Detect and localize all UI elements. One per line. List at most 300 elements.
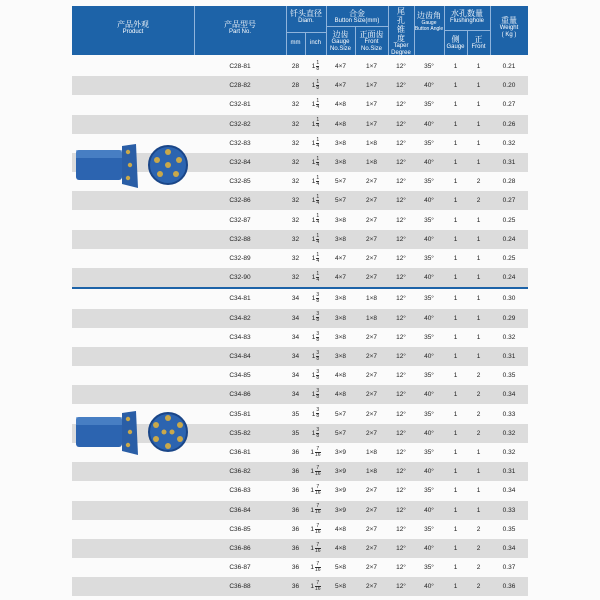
cell-front: 1×8 xyxy=(365,314,378,322)
table-row xyxy=(72,328,528,347)
inch-fraction xyxy=(316,214,319,225)
inch-numerator: 3 xyxy=(316,311,320,318)
cell-part: C32-87 xyxy=(229,216,251,224)
cell-part: C36-86 xyxy=(229,545,251,552)
cell-ff: 2 xyxy=(476,178,481,186)
cell-weight: 0.24 xyxy=(502,274,516,282)
cell-inch xyxy=(305,115,326,134)
cell-weight: 0.25 xyxy=(502,216,516,224)
cell-weight: 0.21 xyxy=(502,63,516,70)
cell-weight: 0.37 xyxy=(502,564,516,572)
inch-whole: 1 xyxy=(310,506,315,514)
cell-taper: 12° xyxy=(396,314,406,322)
cell-taper: 12° xyxy=(396,525,406,533)
cell-inch xyxy=(305,289,326,308)
header-weight-cn: 重量 xyxy=(501,16,517,25)
cell-taper: 12° xyxy=(396,333,406,341)
inch-fraction xyxy=(315,485,321,496)
cell-mm: 32 xyxy=(291,159,300,166)
cell-mm: 36 xyxy=(291,583,300,591)
inch-denominator: 8 xyxy=(316,432,320,439)
cell-ff: 1 xyxy=(476,255,481,262)
cell-front: 2×7 xyxy=(365,197,378,205)
inch-denominator: 16 xyxy=(315,509,321,516)
cell-gauge: 3×8 xyxy=(334,353,347,360)
cell-weight: 0.32 xyxy=(502,449,516,456)
header-front-en2: No.Size xyxy=(360,46,382,52)
inch-fraction xyxy=(316,176,319,187)
cell-part: C32-81 xyxy=(229,101,251,109)
cell-angle: 40° xyxy=(424,274,434,282)
cell-fg: 1 xyxy=(453,429,458,437)
cell-part: C32-88 xyxy=(229,235,251,243)
cell-fg: 1 xyxy=(453,449,458,456)
cell-ff: 1 xyxy=(476,295,481,303)
cell-ff: 1 xyxy=(476,63,481,70)
cell-inch xyxy=(305,230,326,249)
inch-fraction xyxy=(316,138,319,149)
inch-denominator: 8 xyxy=(316,413,320,420)
cell-fg: 1 xyxy=(453,564,458,572)
cell-inch xyxy=(305,347,326,366)
cell-front: 2×7 xyxy=(365,525,378,533)
cell-ff: 1 xyxy=(476,449,481,456)
inch-numerator: 3 xyxy=(316,292,320,299)
cell-weight: 0.35 xyxy=(502,372,516,380)
cell-mm: 34 xyxy=(291,353,300,360)
cell-taper: 12° xyxy=(396,583,406,591)
inch-numerator: 1 xyxy=(316,98,320,105)
inch-denominator: 16 xyxy=(315,470,321,477)
cell-mm: 35 xyxy=(291,429,300,437)
cell-gauge: 5×7 xyxy=(334,178,347,186)
cell-fg: 1 xyxy=(453,353,458,360)
cell-angle: 40° xyxy=(424,429,434,437)
cell-part: C36-84 xyxy=(229,506,251,514)
cell-fg: 1 xyxy=(453,391,458,399)
table-row xyxy=(72,462,528,481)
cell-front: 2×7 xyxy=(365,429,378,437)
inch-numerator: 1 xyxy=(316,194,320,201)
cell-angle: 35° xyxy=(424,410,434,418)
cell-taper: 12° xyxy=(396,139,406,147)
header-fg-cn: 侧 xyxy=(451,35,460,44)
cell-inch xyxy=(305,172,326,191)
cell-ff: 1 xyxy=(476,274,481,282)
cell-front: 1×8 xyxy=(365,468,378,476)
cell-part: C34-86 xyxy=(229,391,251,399)
cell-fg: 1 xyxy=(453,583,458,591)
cell-taper: 12° xyxy=(396,353,406,360)
inch-numerator: 1 xyxy=(316,78,320,85)
header-flush-front xyxy=(467,35,490,51)
inch-numerator: 1 xyxy=(316,270,320,277)
cell-part: C35-82 xyxy=(229,429,251,437)
cell-angle: 35° xyxy=(424,564,434,572)
cell-fg: 1 xyxy=(453,197,458,205)
cell-front: 2×7 xyxy=(365,545,378,552)
cell-inch xyxy=(305,309,326,328)
cell-inch xyxy=(305,424,326,443)
inch-denominator: 16 xyxy=(315,528,321,535)
inch-denominator: 4 xyxy=(316,104,320,111)
cell-front: 2×7 xyxy=(365,178,378,186)
cell-taper: 12° xyxy=(396,295,406,303)
cell-part: C28-81 xyxy=(229,63,251,70)
inch-denominator: 16 xyxy=(315,451,321,458)
cell-mm: 28 xyxy=(291,82,300,90)
cell-mm: 36 xyxy=(291,525,300,533)
header-product-en: Product xyxy=(122,29,144,35)
cell-inch xyxy=(305,405,326,424)
inch-numerator: 1 xyxy=(316,59,320,66)
inch-denominator: 8 xyxy=(316,336,320,343)
inch-whole: 1 xyxy=(310,487,315,495)
header-ff-cn: 正 xyxy=(474,35,483,44)
cell-mm: 36 xyxy=(291,487,300,495)
cell-weight: 0.33 xyxy=(502,506,516,514)
header-product xyxy=(72,20,194,36)
cell-front: 1×8 xyxy=(365,159,378,166)
inch-denominator: 8 xyxy=(316,355,320,362)
cell-gauge: 4×7 xyxy=(334,82,347,90)
cell-mm: 28 xyxy=(291,63,300,70)
cell-mm: 32 xyxy=(291,139,300,147)
header-weight xyxy=(490,16,528,39)
cell-inch xyxy=(305,558,326,577)
inch-fraction xyxy=(316,80,319,91)
cell-weight: 0.32 xyxy=(502,429,516,437)
inch-denominator: 8 xyxy=(316,298,320,305)
cell-mm: 32 xyxy=(291,197,300,205)
header-angle-en: Gauge Button Angle xyxy=(414,20,444,32)
cell-taper: 12° xyxy=(396,391,406,399)
cell-inch xyxy=(305,249,326,268)
cell-weight: 0.31 xyxy=(502,159,516,166)
cell-weight: 0.33 xyxy=(502,410,516,418)
header-flush-gauge xyxy=(444,35,467,51)
cell-ff: 1 xyxy=(476,353,481,360)
cell-weight: 0.31 xyxy=(502,353,516,360)
cell-angle: 35° xyxy=(424,178,434,186)
header-gauge xyxy=(326,30,355,53)
inch-denominator: 8 xyxy=(316,84,320,91)
cell-front: 2×7 xyxy=(365,564,378,572)
inch-denominator: 16 xyxy=(315,586,321,593)
inch-numerator: 7 xyxy=(316,503,320,510)
cell-taper: 12° xyxy=(396,101,406,109)
inch-denominator: 4 xyxy=(316,123,320,130)
cell-angle: 40° xyxy=(424,82,434,90)
header-fg-en: Gauge xyxy=(446,44,465,50)
cell-gauge: 4×8 xyxy=(334,372,347,380)
cell-fg: 1 xyxy=(453,525,458,533)
cell-mm: 32 xyxy=(291,235,300,243)
cell-weight: 0.32 xyxy=(502,333,516,341)
cell-angle: 35° xyxy=(424,101,434,109)
inch-numerator: 7 xyxy=(316,541,320,548)
inch-numerator: 1 xyxy=(316,251,320,258)
cell-gauge: 5×7 xyxy=(334,197,347,205)
inch-whole: 1 xyxy=(310,545,315,552)
inch-numerator: 7 xyxy=(316,522,320,529)
inch-whole: 1 xyxy=(311,197,316,205)
cell-gauge: 4×8 xyxy=(334,120,347,128)
table-row xyxy=(72,366,528,385)
inch-denominator: 16 xyxy=(315,490,321,497)
inch-whole: 1 xyxy=(311,333,316,341)
cell-angle: 35° xyxy=(424,449,434,456)
cell-front: 2×7 xyxy=(365,353,378,360)
inch-denominator: 4 xyxy=(316,257,320,264)
cell-gauge: 3×8 xyxy=(334,139,347,147)
cell-fg: 1 xyxy=(453,295,458,303)
cell-gauge: 3×9 xyxy=(334,506,347,514)
cell-taper: 12° xyxy=(396,468,406,476)
header-taper-cn1: 尾 xyxy=(397,7,405,16)
cell-gauge: 4×7 xyxy=(334,63,347,70)
header-taper-cn4: 度 xyxy=(397,34,405,43)
cell-mm: 36 xyxy=(291,468,300,476)
cell-gauge: 4×8 xyxy=(334,525,347,533)
cell-weight: 0.29 xyxy=(502,314,516,322)
header-angle xyxy=(414,11,444,32)
cell-angle: 35° xyxy=(424,333,434,341)
inch-fraction xyxy=(315,504,321,515)
inch-fraction xyxy=(316,118,319,129)
cell-front: 1×8 xyxy=(365,449,378,456)
cell-mm: 34 xyxy=(291,333,300,341)
cell-mm: 32 xyxy=(291,216,300,224)
cell-gauge: 4×8 xyxy=(334,101,347,109)
cell-inch xyxy=(305,385,326,404)
table-row xyxy=(72,115,528,134)
table-header xyxy=(72,6,528,55)
cell-gauge: 4×7 xyxy=(334,255,347,262)
cell-taper: 12° xyxy=(396,178,406,186)
cell-weight: 0.27 xyxy=(502,101,516,109)
inch-numerator: 7 xyxy=(316,560,320,567)
cell-inch xyxy=(305,501,326,520)
inch-numerator: 1 xyxy=(316,117,320,124)
cell-ff: 1 xyxy=(476,333,481,341)
inch-numerator: 7 xyxy=(316,580,320,587)
inch-denominator: 8 xyxy=(316,394,320,401)
inch-fraction xyxy=(316,389,319,400)
inch-fraction xyxy=(315,524,321,535)
table-row xyxy=(72,347,528,366)
header-taper-cn2: 孔 xyxy=(397,16,405,25)
inch-fraction xyxy=(316,157,319,168)
cell-ff: 1 xyxy=(476,159,481,166)
cell-inch xyxy=(305,520,326,539)
cell-fg: 1 xyxy=(453,235,458,243)
inch-fraction xyxy=(316,408,319,419)
cell-mm: 34 xyxy=(291,295,300,303)
cell-fg: 1 xyxy=(453,63,458,70)
table-row xyxy=(72,481,528,500)
cell-gauge: 3×9 xyxy=(334,468,347,476)
header-gauge-cn: 边齿 xyxy=(332,30,349,39)
table-row xyxy=(72,76,528,95)
inch-denominator: 8 xyxy=(316,374,320,381)
table-row xyxy=(72,385,528,404)
cell-weight: 0.27 xyxy=(502,197,516,205)
inch-denominator: 16 xyxy=(315,566,321,573)
cell-weight: 0.34 xyxy=(502,487,516,495)
inch-numerator: 3 xyxy=(316,330,320,337)
header-front-cn: 正面齿 xyxy=(359,30,384,39)
cell-fg: 1 xyxy=(453,468,458,476)
cell-taper: 12° xyxy=(396,255,406,262)
inch-whole: 1 xyxy=(311,178,316,186)
header-inch: inch xyxy=(309,40,321,46)
cell-mm: 36 xyxy=(291,506,300,514)
table-row xyxy=(72,95,528,114)
cell-inch xyxy=(305,134,326,153)
inch-whole: 1 xyxy=(310,468,315,476)
cell-fg: 1 xyxy=(453,410,458,418)
cell-part: C36-82 xyxy=(229,468,251,476)
inch-numerator: 3 xyxy=(316,426,320,433)
inch-numerator: 3 xyxy=(316,388,320,395)
header-taper xyxy=(388,7,414,57)
inch-denominator: 4 xyxy=(316,200,320,207)
cell-part: C32-84 xyxy=(229,159,251,166)
cell-fg: 1 xyxy=(453,139,458,147)
inch-whole: 1 xyxy=(310,564,315,572)
inch-fraction xyxy=(316,195,319,206)
inch-whole: 1 xyxy=(311,255,316,262)
cell-taper: 12° xyxy=(396,372,406,380)
cell-angle: 40° xyxy=(424,353,434,360)
cell-ff: 2 xyxy=(476,197,481,205)
cell-part: C36-85 xyxy=(229,525,251,533)
cell-mm: 36 xyxy=(291,545,300,552)
group-divider xyxy=(72,287,528,289)
cell-angle: 35° xyxy=(424,372,434,380)
inch-fraction xyxy=(315,466,321,477)
inch-numerator: 7 xyxy=(316,464,320,471)
inch-fraction xyxy=(316,272,319,283)
cell-fg: 1 xyxy=(453,506,458,514)
inch-whole: 1 xyxy=(311,295,316,303)
cell-angle: 40° xyxy=(424,391,434,399)
inch-fraction xyxy=(315,581,321,592)
inch-fraction xyxy=(315,543,321,554)
cell-gauge: 3×9 xyxy=(334,449,347,456)
header-gauge-en2: No.Size xyxy=(329,46,351,52)
cell-ff: 2 xyxy=(476,391,481,399)
cell-mm: 32 xyxy=(291,274,300,282)
inch-whole: 1 xyxy=(311,429,316,437)
cell-fg: 1 xyxy=(453,487,458,495)
cell-front: 2×7 xyxy=(365,274,378,282)
cell-taper: 12° xyxy=(396,506,406,514)
header-weight-en: Weight xyxy=(499,25,519,31)
cell-front: 1×7 xyxy=(365,63,378,70)
cell-taper: 12° xyxy=(396,564,406,572)
inch-fraction xyxy=(316,61,319,72)
inch-numerator: 1 xyxy=(316,155,320,162)
inch-numerator: 7 xyxy=(316,484,320,491)
cell-weight: 0.25 xyxy=(502,255,516,262)
cell-inch xyxy=(305,328,326,347)
cell-inch xyxy=(305,577,326,596)
cell-taper: 12° xyxy=(396,82,406,90)
cell-part: C36-88 xyxy=(229,583,251,591)
cell-inch xyxy=(305,268,326,287)
inch-whole: 1 xyxy=(311,410,316,418)
cell-inch xyxy=(305,462,326,481)
cell-ff: 1 xyxy=(476,82,481,90)
cell-ff: 2 xyxy=(476,372,481,380)
cell-angle: 40° xyxy=(424,583,434,591)
cell-gauge: 3×8 xyxy=(334,159,347,166)
cell-taper: 12° xyxy=(396,63,406,70)
cell-angle: 40° xyxy=(424,545,434,552)
inch-numerator: 1 xyxy=(316,232,320,239)
cell-part: C34-84 xyxy=(229,353,251,360)
cell-front: 2×7 xyxy=(365,372,378,380)
cell-weight: 0.20 xyxy=(502,82,516,90)
cell-inch xyxy=(305,191,326,210)
cell-front: 2×7 xyxy=(365,255,378,262)
cell-mm: 34 xyxy=(291,391,300,399)
table-row xyxy=(72,57,528,76)
cell-inch xyxy=(305,539,326,558)
table-row xyxy=(72,211,528,230)
table-row xyxy=(72,230,528,249)
inch-fraction xyxy=(316,351,319,362)
inch-numerator: 1 xyxy=(316,174,320,181)
inch-fraction xyxy=(316,293,319,304)
inch-fraction xyxy=(316,99,319,110)
cell-ff: 1 xyxy=(476,506,481,514)
cell-ff: 1 xyxy=(476,487,481,495)
header-front-en1: Front xyxy=(364,39,379,45)
cell-angle: 35° xyxy=(424,295,434,303)
cell-inch xyxy=(305,366,326,385)
cell-angle: 40° xyxy=(424,314,434,322)
cell-gauge: 5×7 xyxy=(334,429,347,437)
inch-whole: 1 xyxy=(311,235,316,243)
cell-taper: 12° xyxy=(396,120,406,128)
inch-numerator: 3 xyxy=(316,368,320,375)
table-row xyxy=(72,249,528,268)
cell-weight: 0.34 xyxy=(502,545,516,552)
cell-part: C28-82 xyxy=(229,82,251,90)
cell-taper: 12° xyxy=(396,235,406,243)
button-bit-side-icon xyxy=(72,138,192,196)
inch-whole: 1 xyxy=(311,139,316,147)
inch-fraction xyxy=(315,562,321,573)
header-diam-cn: 钎头直径 xyxy=(290,9,322,18)
cell-gauge: 3×8 xyxy=(334,235,347,243)
cell-part: C32-86 xyxy=(229,197,251,205)
cell-front: 2×7 xyxy=(365,487,378,495)
table-row xyxy=(72,539,528,558)
header-button-cn: 合金 xyxy=(349,9,365,18)
table-row xyxy=(72,520,528,539)
inch-fraction xyxy=(316,332,319,343)
cell-gauge: 3×8 xyxy=(334,216,347,224)
cell-ff: 1 xyxy=(476,101,481,109)
cell-inch xyxy=(305,57,326,76)
inch-fraction xyxy=(316,234,319,245)
cell-ff: 2 xyxy=(476,545,481,552)
cell-front: 2×7 xyxy=(365,506,378,514)
